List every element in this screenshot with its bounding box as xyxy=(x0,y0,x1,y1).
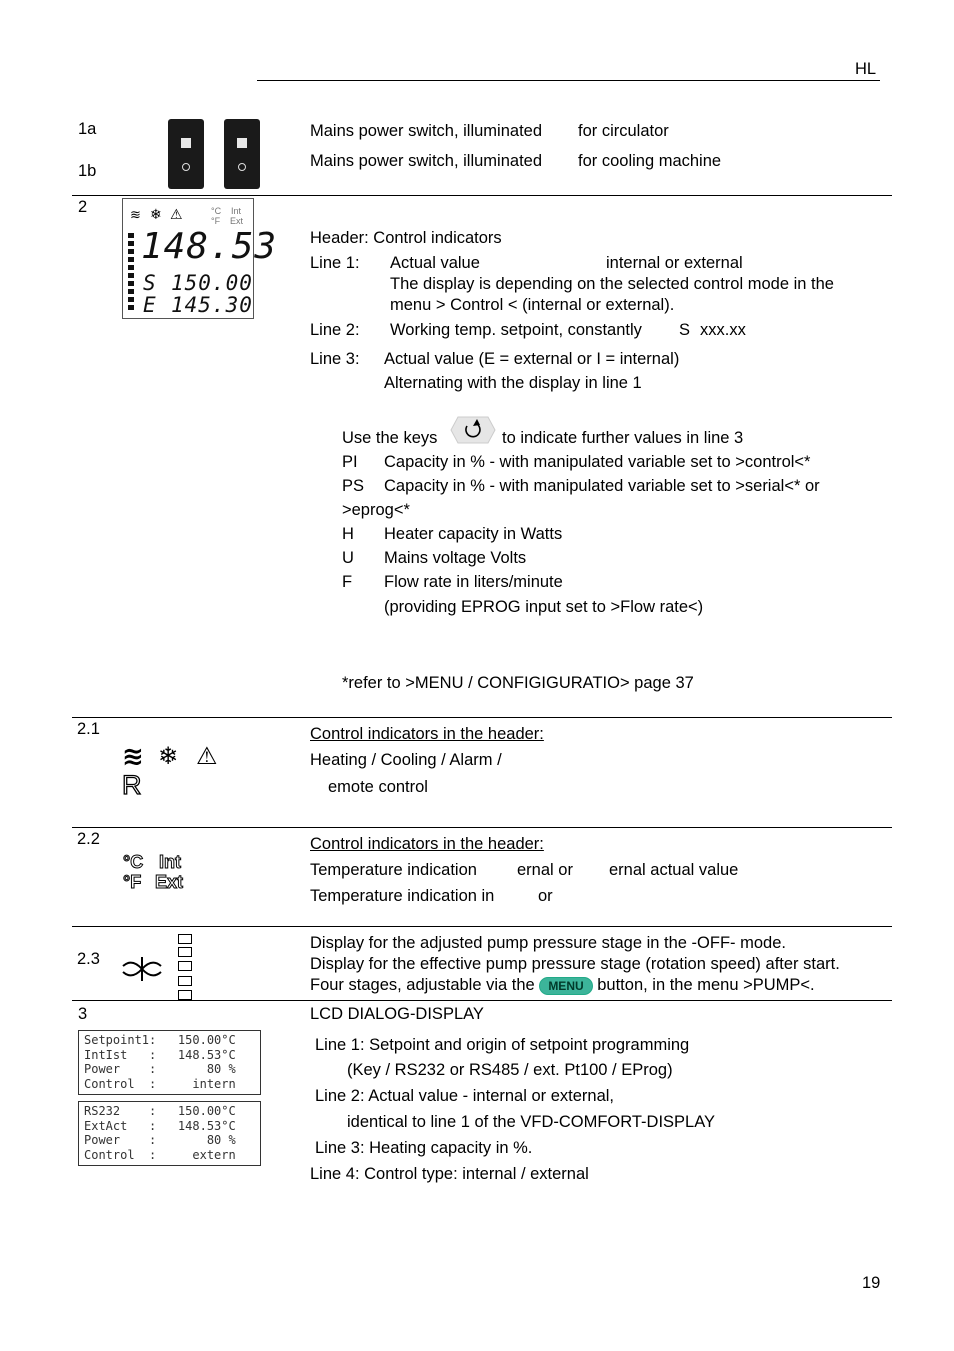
alarm-icon: ⚠ xyxy=(170,207,183,223)
unit-c-icon: °C xyxy=(123,852,144,872)
s2-line2-label: Line 2: xyxy=(310,321,360,339)
s2-line3-text: Actual value (E = external or I = internal) xyxy=(384,350,680,368)
list-item-text: >eprog<* xyxy=(342,501,410,519)
lcd-line: Power : 80 % xyxy=(84,1133,236,1148)
unit-f-icon: °F xyxy=(123,872,142,892)
list-item-text: Capacity in % - with manipulated variable set to >serial<* or xyxy=(384,477,820,495)
lcd-line: ExtAct : 148.53°C xyxy=(84,1118,236,1133)
s2-line1-right: internal or external xyxy=(606,254,743,272)
lcd-line: Control : extern xyxy=(84,1147,236,1162)
alarm-icon: ⚠ xyxy=(196,742,218,770)
lcd-line: Power : 80 % xyxy=(84,1062,236,1077)
s3-l3: Line 3: Heating capacity in %. xyxy=(315,1139,533,1157)
list-item-text: Heater capacity in Watts xyxy=(384,525,563,543)
list-item-key: PI xyxy=(342,453,358,471)
cooling-icon: ❄ xyxy=(158,742,179,770)
s2-line2-s: S xyxy=(679,321,691,339)
power-switch-circulator-icon xyxy=(168,119,204,189)
s1-line-a-target: for circulator xyxy=(578,122,669,140)
s22-line1c: ernal actual value xyxy=(609,861,739,879)
lcd-line: Setpoint1: 150.00°C xyxy=(84,1033,236,1047)
s22-line2a: Temperature indication in xyxy=(310,887,495,905)
label-1a: 1a xyxy=(78,120,97,138)
header-code: HL xyxy=(855,60,877,78)
s2-line1-sub2: menu > Control < (internal or external). xyxy=(390,296,675,314)
s3-title: LCD DIALOG-DISPLAY xyxy=(310,1005,484,1023)
s1-line-a-text: Mains power switch, illuminated xyxy=(310,122,543,140)
s22-line1b: ernal or xyxy=(517,861,573,879)
list-item-text: Mains voltage Volts xyxy=(384,549,527,567)
s2-line1-sub1: The display is depending on the selected control mode in the xyxy=(390,275,834,293)
pump-stage-box-0 xyxy=(178,990,192,1000)
s21-line1: Heating / Cooling / Alarm / xyxy=(310,751,502,769)
display-unit-f: °F xyxy=(211,216,221,226)
display-s-prefix: S xyxy=(143,271,157,295)
s23-line3a: Four stages, adjustable via the xyxy=(310,976,535,994)
list-item-key: U xyxy=(342,549,354,567)
display-int: Int xyxy=(231,206,242,216)
s3-l2s: identical to line 1 of the VFD-COMFORT-DISPLAY xyxy=(347,1113,716,1131)
pump-stage-box-1 xyxy=(178,976,192,986)
s22-title: Control indicators in the header: xyxy=(310,835,544,853)
s21-line2: emote control xyxy=(328,778,428,796)
divider-3 xyxy=(72,827,892,828)
list-item-key: F xyxy=(342,573,353,591)
s2-line3-sub: Alternating with the display in line 1 xyxy=(384,374,642,392)
label-3: 3 xyxy=(78,1005,88,1023)
s2-line1-label: Line 1: xyxy=(310,254,360,272)
label-2-1: 2.1 xyxy=(77,720,100,738)
divider-2 xyxy=(72,717,892,718)
list-item-text: (providing EPROG input set to >Flow rate<) xyxy=(384,598,704,616)
lcd-line: IntIst : 148.53°C xyxy=(84,1047,236,1062)
page-number: 19 xyxy=(862,1274,881,1292)
s2-line2-text: Working temp. setpoint, constantly xyxy=(390,321,642,339)
s21-title: Control indicators in the header: xyxy=(310,725,544,743)
s2-line1-text: Actual value xyxy=(390,254,480,272)
s2-header-line: Header: Control indicators xyxy=(310,229,502,247)
pump-stage-box-2 xyxy=(178,961,192,971)
lcd-line: Control : intern xyxy=(84,1076,236,1091)
list-item-text: Flow rate in liters/minute xyxy=(384,573,563,591)
pump-stage-box-3 xyxy=(178,947,192,957)
lcd-dialog-external xyxy=(78,1101,261,1166)
s2-footnote: *refer to >MENU / CONFIGIGURATIO> page 37 xyxy=(342,674,694,692)
s23-line2: Display for the effective pump pressure stage (rotation speed) after start. xyxy=(310,955,840,973)
display-main-value: 148.53 xyxy=(141,226,278,267)
s23-line3b: button, in the menu >PUMP<. xyxy=(597,976,815,994)
divider-5 xyxy=(72,1000,892,1001)
s22-line1a: Temperature indication xyxy=(310,861,477,879)
label-2: 2 xyxy=(78,198,88,216)
list-item-text: Capacity in % - with manipulated variable set to >control<* xyxy=(384,453,811,471)
lcd-dialog-internal xyxy=(78,1030,261,1095)
list-item-key: PS xyxy=(342,477,365,495)
label-2-3: 2.3 xyxy=(77,950,100,968)
display-e-value: 145.30 xyxy=(171,293,253,317)
list-item-key: H xyxy=(342,525,354,543)
s2-keys-before: Use the keys xyxy=(342,429,438,447)
s2-line3-label: Line 3: xyxy=(310,350,360,368)
s23-line3 xyxy=(310,976,815,995)
s1-line-b-text: Mains power switch, illuminated xyxy=(310,152,543,170)
s3-l1s: (Key / RS232 or RS485 / ext. Pt100 / EProg) xyxy=(347,1061,673,1079)
s23-line1: Display for the adjusted pump pressure stage in the -OFF- mode. xyxy=(310,934,786,952)
pump-icon xyxy=(122,954,162,984)
label-2-2: 2.2 xyxy=(77,830,100,848)
remote-icon: R xyxy=(122,770,142,800)
divider-1 xyxy=(72,195,892,196)
cooling-icon: ❄ xyxy=(150,207,162,223)
s3-l2: Line 2: Actual value - internal or external, xyxy=(315,1087,615,1105)
s22-line2b: or xyxy=(538,887,553,905)
s2-line2-val: xxx.xx xyxy=(700,321,746,339)
divider-4 xyxy=(72,926,892,927)
vfd-display xyxy=(122,198,278,319)
s3-l1: Line 1: Setpoint and origin of setpoint programming xyxy=(315,1036,690,1054)
level-bar-icon xyxy=(128,233,134,311)
display-unit-c: °C xyxy=(211,206,222,216)
menu-button[interactable]: MENU xyxy=(539,977,592,995)
power-switch-cooling-icon xyxy=(224,119,260,189)
rotate-key-icon xyxy=(450,416,496,444)
s3-l4: Line 4: Control type: internal / external xyxy=(310,1165,589,1183)
label-1b: 1b xyxy=(78,162,97,180)
pump-stage-box-4 xyxy=(178,934,192,944)
display-e-prefix: E xyxy=(143,293,157,317)
heating-icon: ≋ xyxy=(130,208,141,223)
heating-icon: ≋ xyxy=(122,742,144,772)
display-s-value: 150.00 xyxy=(171,271,253,295)
lcd-line: RS232 : 150.00°C xyxy=(84,1104,236,1118)
ext-icon: Ext xyxy=(155,872,184,892)
s2-keys-after: to indicate further values in line 3 xyxy=(502,429,744,447)
display-ext: Ext xyxy=(230,216,244,226)
int-icon: Int xyxy=(159,852,181,872)
s1-line-b-target: for cooling machine xyxy=(578,152,722,170)
header-rule xyxy=(257,80,880,81)
